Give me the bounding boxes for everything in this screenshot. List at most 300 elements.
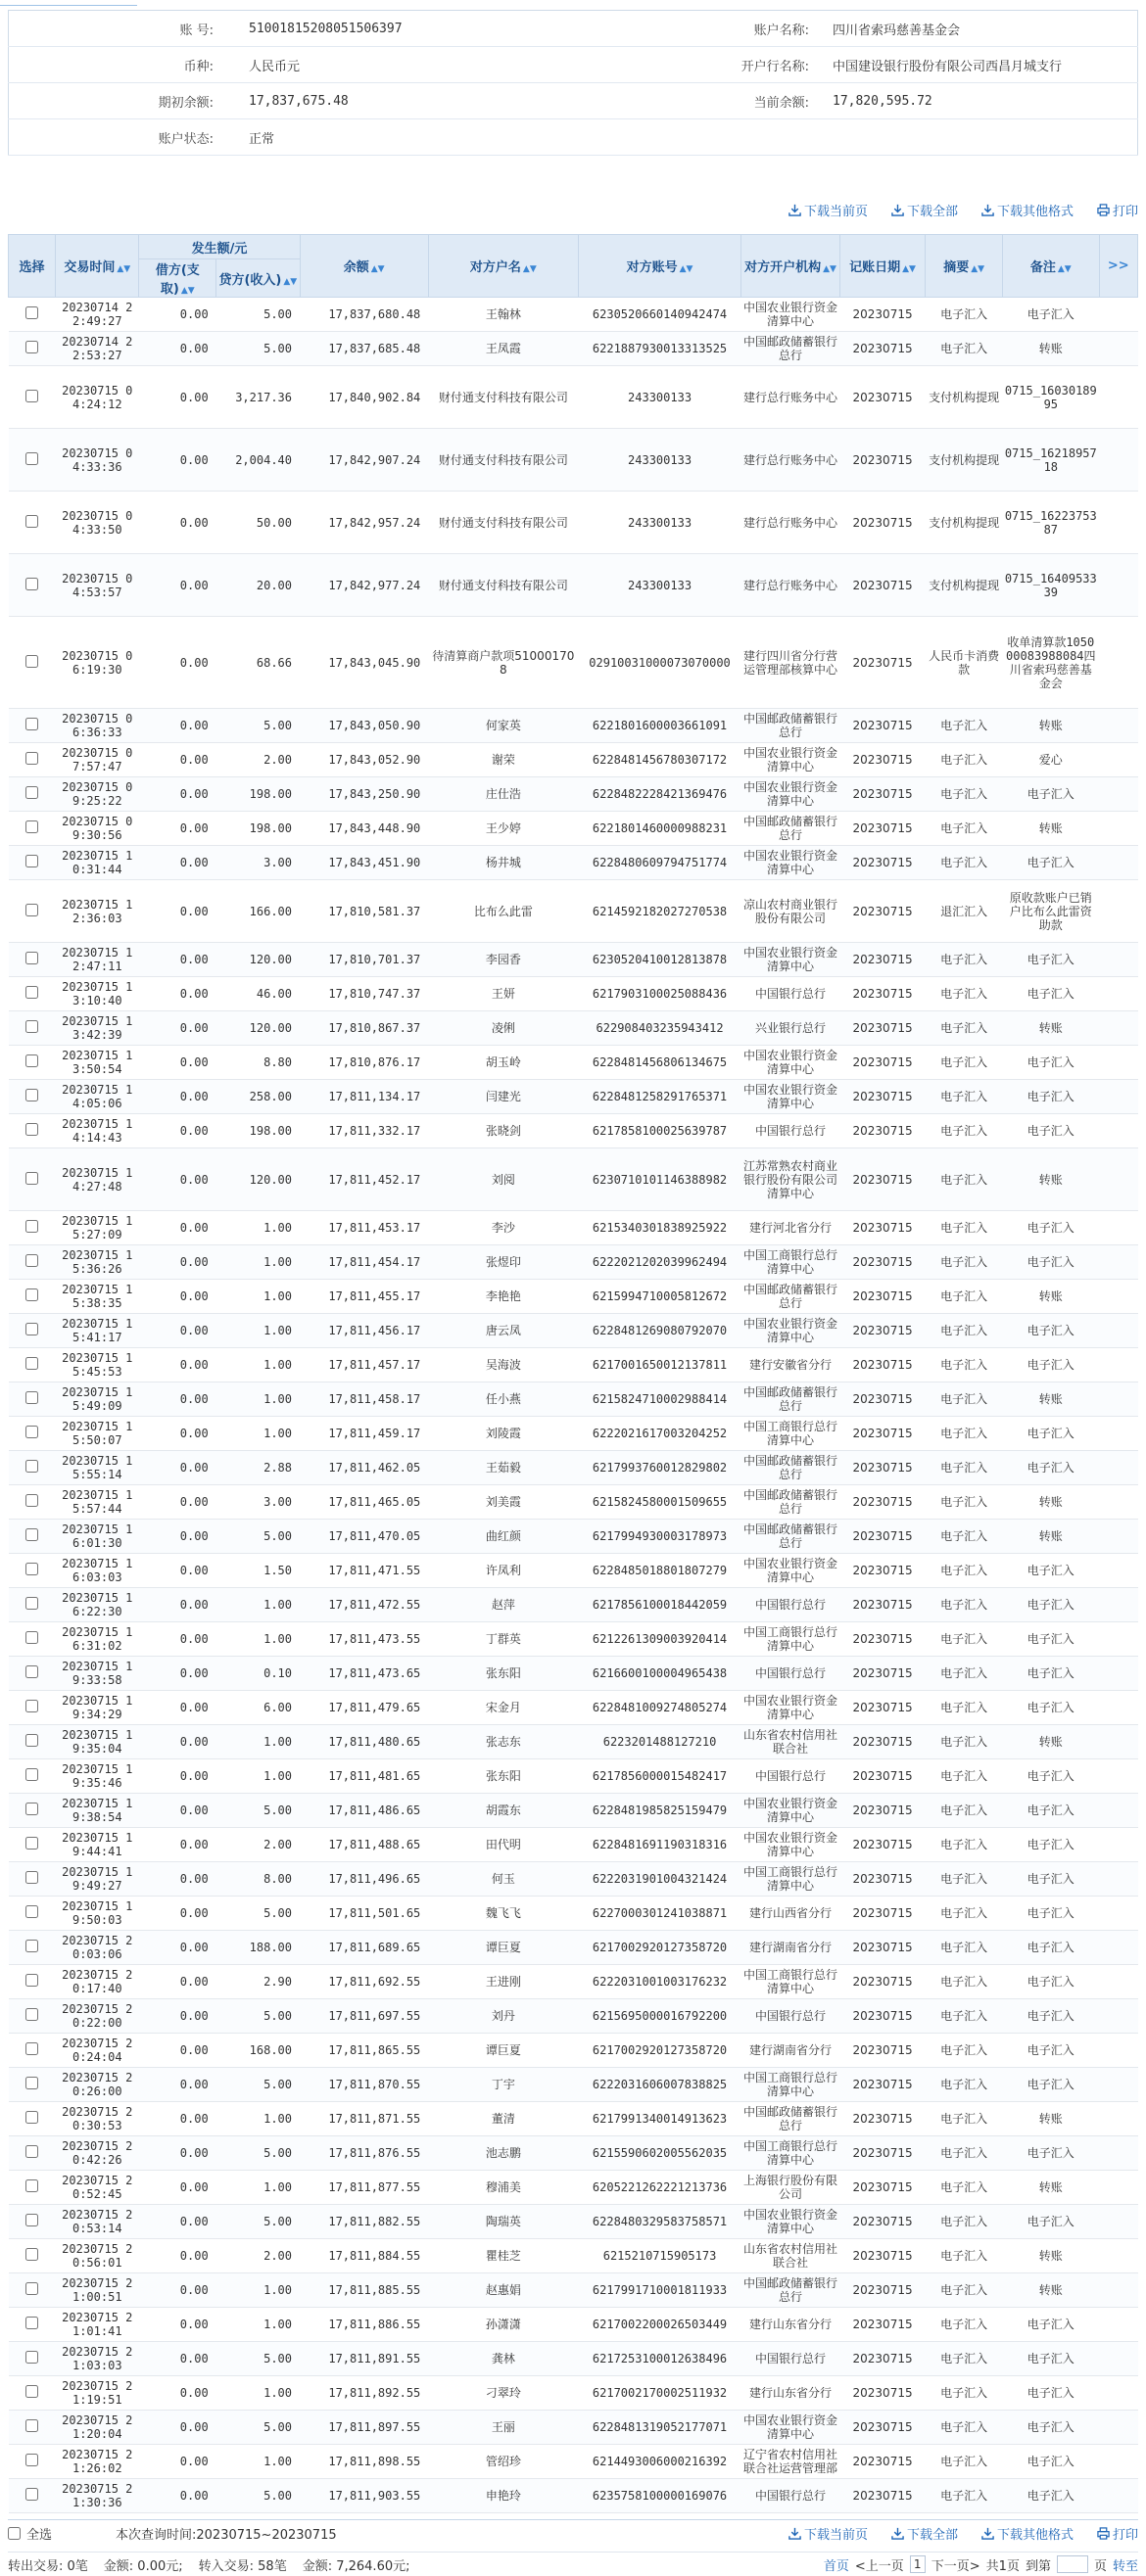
table-row[interactable] <box>9 2034 1138 2068</box>
col-debit[interactable]: 借方(支取) ▲▼ <box>139 259 216 298</box>
row-checkbox[interactable] <box>25 1597 38 1610</box>
row-checkbox[interactable] <box>25 2385 38 2398</box>
out-amount: 金额: 0.00元; <box>103 2558 183 2574</box>
row-checkbox[interactable] <box>25 1172 38 1185</box>
row-checkbox[interactable] <box>25 2042 38 2055</box>
table-row[interactable] <box>9 366 1138 429</box>
date-cell: 20230715 <box>839 1417 926 1451</box>
col-credit[interactable]: 贷方(收入) ▲▼ <box>216 259 300 298</box>
party-acct-cell: 6228481456806134675 <box>578 1046 740 1080</box>
row-checkbox[interactable] <box>25 2282 38 2295</box>
table-row[interactable] <box>9 1245 1138 1280</box>
row-checkbox[interactable] <box>25 390 38 402</box>
select-all[interactable] <box>8 2524 116 2543</box>
row-checkbox[interactable] <box>25 1734 38 1747</box>
debit-cell: 0.00 <box>139 2479 216 2513</box>
party-cell: 刘美霞 <box>428 1485 578 1520</box>
table-row[interactable] <box>9 1759 1138 1794</box>
row-checkbox[interactable] <box>25 1254 38 1267</box>
table-row[interactable] <box>9 2102 1138 2136</box>
select-cell <box>9 366 56 429</box>
date-cell: 20230715 <box>839 743 926 777</box>
remark-cell: 收单清算款105000083988084四川省索玛慈善基金会 <box>1003 617 1099 709</box>
row-checkbox[interactable] <box>25 1220 38 1233</box>
party-cell: 杨井城 <box>428 846 578 880</box>
row-checkbox[interactable] <box>25 904 38 916</box>
goto-button[interactable]: 转至 <box>1112 2558 1138 2574</box>
remark-cell: 电子汇入 <box>1003 1211 1099 1245</box>
footer-download-other-button[interactable] <box>981 2524 1074 2543</box>
row-checkbox[interactable] <box>25 452 38 465</box>
credit-cell: 120.00 <box>216 943 300 977</box>
remark-cell: 电子汇入 <box>1003 1554 1099 1588</box>
table-row[interactable] <box>9 943 1138 977</box>
footer-print-button[interactable] <box>1097 2524 1138 2543</box>
row-checkbox[interactable] <box>25 1391 38 1404</box>
footer-print-label: 打印 <box>1112 2527 1138 2543</box>
remark-cell: 电子汇入 <box>1003 2342 1099 2376</box>
date-cell: 20230715 <box>839 429 926 492</box>
row-checkbox[interactable] <box>25 1631 38 1644</box>
col-time[interactable]: 交易时间 ▲▼ <box>56 235 139 298</box>
row-checkbox[interactable] <box>25 578 38 590</box>
footer-download-all-button[interactable] <box>891 2524 958 2543</box>
table-row[interactable] <box>9 1794 1138 1828</box>
summary-cell: 电子汇入 <box>926 1417 1003 1451</box>
party-acct-cell: 6228480329583758571 <box>578 2205 740 2239</box>
row-checkbox[interactable] <box>25 952 38 964</box>
remark-cell: 0715_1603018995 <box>1003 366 1099 429</box>
row-checkbox[interactable] <box>25 2248 38 2261</box>
opening-balance-label: 期初余额: <box>9 83 224 119</box>
debit-cell: 0.00 <box>139 1080 216 1114</box>
row-checkbox[interactable] <box>25 855 38 867</box>
next-page-link[interactable]: 下一页> <box>931 2558 980 2574</box>
party-cell: 丁群英 <box>428 1622 578 1657</box>
download-icon <box>981 2527 994 2540</box>
spacer-cell <box>1099 2273 1137 2308</box>
time-cell: 20230715 19:35:04 <box>56 1725 139 1759</box>
row-checkbox[interactable] <box>25 2145 38 2158</box>
time-cell: 20230715 14:05:06 <box>56 1080 139 1114</box>
account-no-value: 51001815208051506397 <box>223 11 681 47</box>
row-checkbox[interactable] <box>25 1940 38 1952</box>
debit-cell: 0.00 <box>139 1931 216 1965</box>
first-page-link[interactable]: 首页 <box>823 2558 849 2574</box>
table-row[interactable] <box>9 2171 1138 2205</box>
table-row[interactable] <box>9 1588 1138 1622</box>
table-row[interactable] <box>9 1314 1138 1348</box>
summary-cell: 电子汇入 <box>926 1080 1003 1114</box>
row-checkbox[interactable] <box>25 1426 38 1438</box>
row-checkbox[interactable] <box>25 515 38 528</box>
party-bank-cell: 建行总行账务中心 <box>741 366 840 429</box>
footer-download-all-label: 下载全部 <box>906 2527 958 2543</box>
row-checkbox[interactable] <box>25 986 38 999</box>
row-checkbox[interactable] <box>25 655 38 668</box>
col-party-acct[interactable]: 对方账号 ▲▼ <box>578 235 740 298</box>
balance-cell: 17,811,882.55 <box>300 2205 428 2239</box>
row-checkbox[interactable] <box>25 1563 38 1575</box>
row-checkbox[interactable] <box>25 1974 38 1987</box>
table-row[interactable] <box>9 2068 1138 2102</box>
credit-cell: 46.00 <box>216 977 300 1011</box>
time-cell: 20230715 14:27:48 <box>56 1148 139 1211</box>
goto-page-input[interactable] <box>1057 2555 1088 2573</box>
row-checkbox[interactable] <box>25 1357 38 1370</box>
table-row[interactable] <box>9 1348 1138 1382</box>
table-row[interactable] <box>9 1417 1138 1451</box>
table-row[interactable] <box>9 2479 1138 2513</box>
date-cell: 20230715 <box>839 2205 926 2239</box>
debit-cell: 0.00 <box>139 2445 216 2479</box>
time-cell: 20230715 10:31:44 <box>56 846 139 880</box>
table-row[interactable] <box>9 2308 1138 2342</box>
party-bank-cell: 中国农业银行资金清算中心 <box>741 777 840 812</box>
table-row[interactable] <box>9 617 1138 709</box>
date-cell: 20230715 <box>839 366 926 429</box>
remark-cell: 电子汇入 <box>1003 298 1099 332</box>
row-checkbox[interactable] <box>25 1123 38 1136</box>
balance-cell: 17,811,898.55 <box>300 2445 428 2479</box>
summary-cell: 电子汇入 <box>926 1148 1003 1211</box>
row-checkbox[interactable] <box>25 2419 38 2432</box>
table-row[interactable] <box>9 1280 1138 1314</box>
table-row[interactable] <box>9 846 1138 880</box>
spacer-cell <box>1099 2034 1137 2068</box>
download-all-button[interactable] <box>891 201 958 219</box>
table-row[interactable] <box>9 2445 1138 2479</box>
print-button[interactable] <box>1097 201 1138 219</box>
summary-cell: 电子汇入 <box>926 2376 1003 2411</box>
download-other-button[interactable] <box>981 201 1074 219</box>
credit-cell: 6.00 <box>216 1691 300 1725</box>
debit-cell: 0.00 <box>139 1046 216 1080</box>
spacer-cell <box>1099 2445 1137 2479</box>
row-checkbox[interactable] <box>25 1837 38 1850</box>
remark-cell: 电子汇入 <box>1003 1691 1099 1725</box>
table-row[interactable] <box>9 2239 1138 2273</box>
table-row[interactable] <box>9 554 1138 617</box>
date-cell: 20230715 <box>839 709 926 743</box>
row-checkbox[interactable] <box>25 2111 38 2124</box>
select-all-label: 全选 <box>26 2527 53 2543</box>
party-cell: 赵惠娟 <box>428 2273 578 2308</box>
party-cell: 王翰林 <box>428 298 578 332</box>
summary-cell: 电子汇入 <box>926 2308 1003 2342</box>
remark-cell: 电子汇入 <box>1003 2411 1099 2445</box>
table-row[interactable] <box>9 977 1138 1011</box>
debit-cell: 0.00 <box>139 2102 216 2136</box>
date-cell: 20230715 <box>839 1554 926 1588</box>
col-date[interactable]: 记账日期 ▲▼ <box>839 235 926 298</box>
select-all-checkbox[interactable] <box>8 2527 21 2540</box>
row-checkbox[interactable] <box>25 1665 38 1678</box>
table-row[interactable] <box>9 332 1138 366</box>
table-row[interactable] <box>9 1965 1138 1999</box>
row-checkbox[interactable] <box>25 1871 38 1884</box>
table-row[interactable] <box>9 1828 1138 1862</box>
remark-cell: 电子汇入 <box>1003 1080 1099 1114</box>
row-checkbox[interactable] <box>25 1528 38 1541</box>
row-checkbox[interactable] <box>25 306 38 319</box>
row-checkbox[interactable] <box>25 718 38 730</box>
table-row[interactable] <box>9 1451 1138 1485</box>
row-checkbox[interactable] <box>25 1054 38 1067</box>
summary-cell: 电子汇入 <box>926 1011 1003 1046</box>
party-cell: 李园香 <box>428 943 578 977</box>
row-checkbox[interactable] <box>25 1089 38 1101</box>
summary-cell: 电子汇入 <box>926 743 1003 777</box>
balance-cell: 17,811,884.55 <box>300 2239 428 2273</box>
party-bank-cell: 中国农业银行资金清算中心 <box>741 743 840 777</box>
row-checkbox[interactable] <box>25 2317 38 2329</box>
remark-cell: 电子汇入 <box>1003 1897 1099 1931</box>
party-acct-cell: 6235758100000169076 <box>578 2479 740 2513</box>
remark-cell: 转账 <box>1003 1382 1099 1417</box>
table-row[interactable] <box>9 1554 1138 1588</box>
more-columns-button[interactable]: >> <box>1099 235 1137 298</box>
table-row[interactable] <box>9 1382 1138 1417</box>
credit-cell: 5.00 <box>216 2479 300 2513</box>
credit-cell: 258.00 <box>216 1080 300 1114</box>
credit-cell: 1.00 <box>216 1417 300 1451</box>
col-party[interactable]: 对方户名 ▲▼ <box>428 235 578 298</box>
table-row[interactable] <box>9 1862 1138 1897</box>
table-row[interactable] <box>9 2411 1138 2445</box>
party-bank-cell: 中国邮政储蓄银行总行 <box>741 1280 840 1314</box>
table-row[interactable] <box>9 1999 1138 2034</box>
spacer-cell <box>1099 2205 1137 2239</box>
table-row[interactable] <box>9 743 1138 777</box>
party-bank-cell: 中国农业银行资金清算中心 <box>741 1314 840 1348</box>
footer-download-page-button[interactable] <box>788 2524 868 2543</box>
row-checkbox[interactable] <box>25 2077 38 2089</box>
spacer-cell <box>1099 429 1137 492</box>
remark-cell: 电子汇入 <box>1003 1965 1099 1999</box>
summary-cell: 电子汇入 <box>926 1114 1003 1148</box>
table-row[interactable] <box>9 777 1138 812</box>
date-cell: 20230715 <box>839 2342 926 2376</box>
party-cell: 李艳艳 <box>428 1280 578 1314</box>
select-cell <box>9 554 56 617</box>
table-row[interactable] <box>9 1691 1138 1725</box>
debit-cell: 0.00 <box>139 1965 216 1999</box>
goto-unit: 页 <box>1093 2558 1107 2574</box>
party-acct-cell: 6217253100012638496 <box>578 2342 740 2376</box>
date-cell: 20230715 <box>839 880 926 943</box>
row-checkbox[interactable] <box>25 2179 38 2192</box>
table-row[interactable] <box>9 1046 1138 1080</box>
time-cell: 20230715 21:01:41 <box>56 2308 139 2342</box>
toolbar <box>8 195 1138 224</box>
party-cell: 瞿桂芝 <box>428 2239 578 2273</box>
row-checkbox[interactable] <box>25 786 38 799</box>
time-cell: 20230715 13:42:39 <box>56 1011 139 1046</box>
table-row[interactable] <box>9 1931 1138 1965</box>
party-bank-cell: 中国农业银行资金清算中心 <box>741 846 840 880</box>
download-page-button[interactable] <box>788 201 868 219</box>
credit-cell: 1.00 <box>216 2273 300 2308</box>
account-info-panel <box>8 10 1138 156</box>
prev-page-link[interactable]: <上一页 <box>854 2558 904 2574</box>
summary-cell: 电子汇入 <box>926 2205 1003 2239</box>
select-cell <box>9 1794 56 1828</box>
row-checkbox[interactable] <box>25 1700 38 1712</box>
table-row[interactable] <box>9 1485 1138 1520</box>
spacer-cell <box>1099 1554 1137 1588</box>
spacer-cell <box>1099 1897 1137 1931</box>
spacer-cell <box>1099 1828 1137 1862</box>
row-checkbox[interactable] <box>25 2454 38 2466</box>
remark-cell: 转账 <box>1003 1011 1099 1046</box>
party-bank-cell: 中国银行总行 <box>741 1588 840 1622</box>
table-row[interactable] <box>9 812 1138 846</box>
credit-cell: 5.00 <box>216 332 300 366</box>
time-cell: 20230715 13:50:54 <box>56 1046 139 1080</box>
row-checkbox[interactable] <box>25 1288 38 1301</box>
time-cell: 20230715 04:33:36 <box>56 429 139 492</box>
row-checkbox[interactable] <box>25 1323 38 1335</box>
table-row[interactable] <box>9 1657 1138 1691</box>
party-acct-cell: 6222031001003176232 <box>578 1965 740 1999</box>
party-cell: 曲红颜 <box>428 1520 578 1554</box>
table-row[interactable] <box>9 2342 1138 2376</box>
row-checkbox[interactable] <box>25 341 38 353</box>
table-row[interactable] <box>9 2205 1138 2239</box>
time-cell: 20230715 19:33:58 <box>56 1657 139 1691</box>
row-checkbox[interactable] <box>25 2488 38 2501</box>
select-cell <box>9 1520 56 1554</box>
party-acct-cell: 6230520410012813878 <box>578 943 740 977</box>
row-checkbox[interactable] <box>25 1494 38 1507</box>
balance-cell: 17,842,977.24 <box>300 554 428 617</box>
table-row[interactable] <box>9 298 1138 332</box>
remark-cell: 转账 <box>1003 1280 1099 1314</box>
select-cell <box>9 2034 56 2068</box>
table-row[interactable] <box>9 1080 1138 1114</box>
spacer-cell <box>1099 492 1137 554</box>
table-row[interactable] <box>9 2376 1138 2411</box>
table-row[interactable] <box>9 1114 1138 1148</box>
party-acct-cell: 02910031000073070000 <box>578 617 740 709</box>
row-checkbox[interactable] <box>25 2351 38 2364</box>
spacer-cell <box>1099 777 1137 812</box>
party-bank-cell: 山东省农村信用社联合社 <box>741 2239 840 2273</box>
party-acct-cell: 6216600100004965438 <box>578 1657 740 1691</box>
remark-cell: 转账 <box>1003 2273 1099 2308</box>
credit-cell: 50.00 <box>216 492 300 554</box>
time-cell: 20230715 20:30:53 <box>56 2102 139 2136</box>
party-cell: 财付通支付科技有限公司 <box>428 554 578 617</box>
row-checkbox[interactable] <box>25 752 38 765</box>
party-acct-cell: 6222031901004321424 <box>578 1862 740 1897</box>
party-bank-cell: 中国工商银行总行清算中心 <box>741 1245 840 1280</box>
select-cell <box>9 1965 56 1999</box>
time-cell: 20230715 16:22:30 <box>56 1588 139 1622</box>
balance-cell: 17,811,453.17 <box>300 1211 428 1245</box>
party-acct-cell: 6217991340014913623 <box>578 2102 740 2136</box>
balance-cell: 17,811,886.55 <box>300 2308 428 2342</box>
credit-cell: 8.80 <box>216 1046 300 1080</box>
table-row[interactable] <box>9 709 1138 743</box>
row-checkbox[interactable] <box>25 1768 38 1781</box>
row-checkbox[interactable] <box>25 1803 38 1815</box>
row-checkbox[interactable] <box>25 1905 38 1918</box>
table-row[interactable] <box>9 1520 1138 1554</box>
table-row[interactable] <box>9 1011 1138 1046</box>
party-bank-cell: 中国农业银行资金清算中心 <box>741 2411 840 2445</box>
row-checkbox[interactable] <box>25 2008 38 2021</box>
remark-cell: 电子汇入 <box>1003 1622 1099 1657</box>
spacer-cell <box>1099 1759 1137 1794</box>
row-checkbox[interactable] <box>25 1020 38 1033</box>
date-cell: 20230715 <box>839 2239 926 2273</box>
party-cell: 刁翠玲 <box>428 2376 578 2411</box>
time-cell: 20230715 14:14:43 <box>56 1114 139 1148</box>
balance-cell: 17,811,697.55 <box>300 1999 428 2034</box>
party-bank-cell: 山东省农村信用社联合社 <box>741 1725 840 1759</box>
party-cell: 田代明 <box>428 1828 578 1862</box>
summary-cell: 电子汇入 <box>926 1382 1003 1417</box>
remark-cell: 转账 <box>1003 2102 1099 2136</box>
account-name-value: 四川省索玛慈善基金会 <box>819 11 1138 47</box>
table-row[interactable] <box>9 2136 1138 2171</box>
spacer-cell <box>1099 2068 1137 2102</box>
table-row[interactable] <box>9 880 1138 943</box>
table-row[interactable] <box>9 1148 1138 1211</box>
time-cell: 20230715 20:24:04 <box>56 2034 139 2068</box>
time-cell: 20230715 20:53:14 <box>56 2205 139 2239</box>
remark-cell: 电子汇入 <box>1003 1828 1099 1862</box>
party-cell: 财付通支付科技有限公司 <box>428 492 578 554</box>
table-row[interactable] <box>9 492 1138 554</box>
table-row[interactable] <box>9 2273 1138 2308</box>
credit-cell: 5.00 <box>216 2342 300 2376</box>
col-balance[interactable]: 余额 ▲▼ <box>300 235 428 298</box>
table-row[interactable] <box>9 1622 1138 1657</box>
col-party-bank[interactable]: 对方开户机构 ▲▼ <box>741 235 840 298</box>
select-cell <box>9 1657 56 1691</box>
remark-cell: 电子汇入 <box>1003 777 1099 812</box>
time-cell: 20230715 15:57:44 <box>56 1485 139 1520</box>
party-bank-cell: 建行总行账务中心 <box>741 429 840 492</box>
spacer-cell <box>1099 1114 1137 1148</box>
table-row[interactable] <box>9 429 1138 492</box>
remark-cell: 电子汇入 <box>1003 943 1099 977</box>
row-checkbox[interactable] <box>25 820 38 833</box>
table-row[interactable] <box>9 1725 1138 1759</box>
balance-cell: 17,810,581.37 <box>300 880 428 943</box>
remark-cell: 电子汇入 <box>1003 2205 1099 2239</box>
table-row[interactable] <box>9 1211 1138 1245</box>
date-cell: 20230715 <box>839 492 926 554</box>
time-cell: 20230715 06:36:33 <box>56 709 139 743</box>
col-summary[interactable]: 摘要 ▲▼ <box>926 235 1003 298</box>
debit-cell: 0.00 <box>139 777 216 812</box>
party-cell: 谢荣 <box>428 743 578 777</box>
summary-cell: 支付机构提现 <box>926 366 1003 429</box>
party-acct-cell: 6228481258291765371 <box>578 1080 740 1114</box>
row-checkbox[interactable] <box>25 1460 38 1473</box>
time-cell: 20230715 19:49:27 <box>56 1862 139 1897</box>
table-row[interactable] <box>9 1897 1138 1931</box>
col-remark[interactable]: 备注 ▲▼ <box>1003 235 1099 298</box>
time-cell: 20230715 15:50:07 <box>56 1417 139 1451</box>
debit-cell: 0.00 <box>139 1348 216 1382</box>
row-checkbox[interactable] <box>25 2214 38 2226</box>
sort-icon: ▲▼ <box>902 264 916 274</box>
